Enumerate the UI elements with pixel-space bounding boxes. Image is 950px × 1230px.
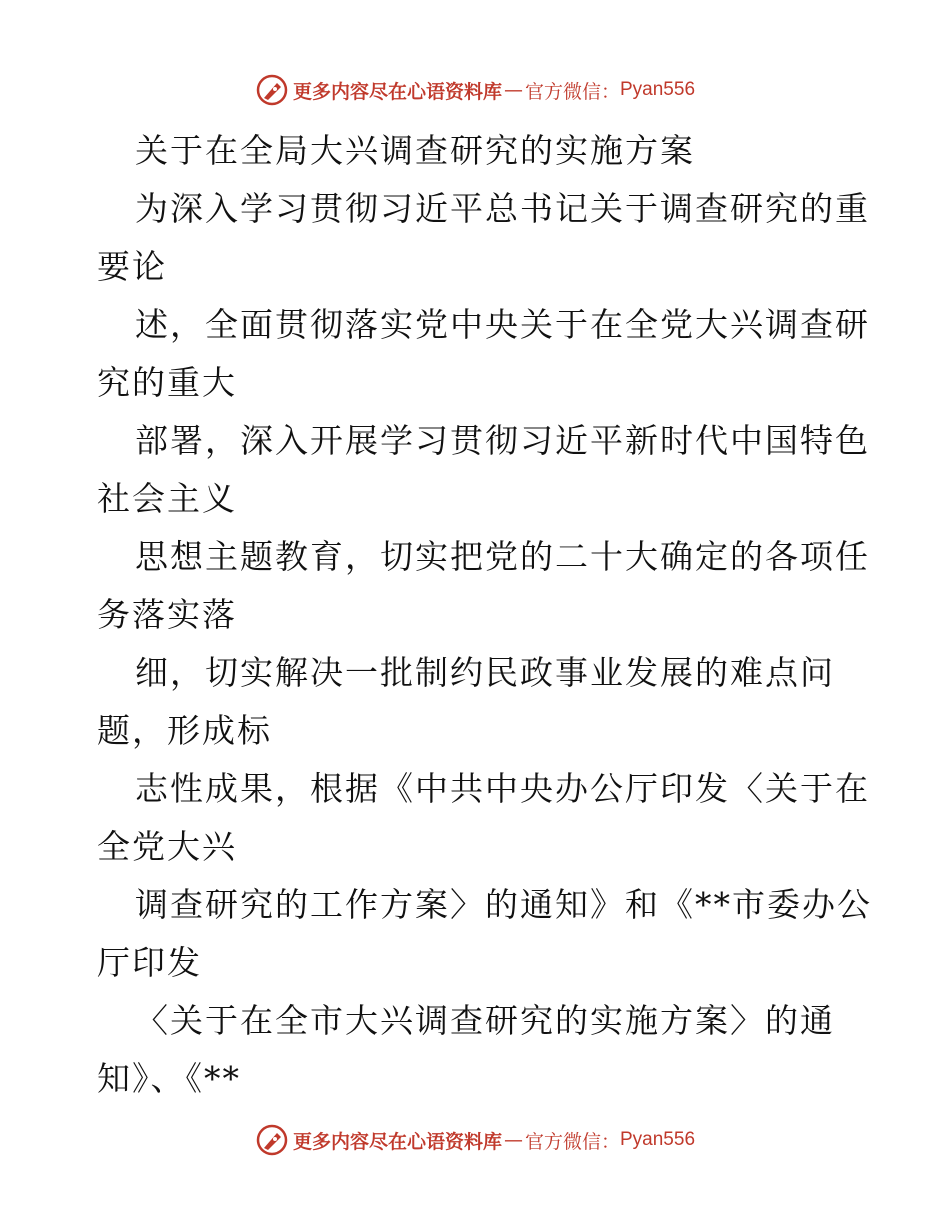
paragraph-line: 题，形成标 xyxy=(97,711,272,750)
pen-nib-logo-icon xyxy=(255,73,289,107)
paragraph-line: 为深入学习贯彻习近平总书记关于调查研究的重 xyxy=(135,189,870,228)
paragraph-line: 厅印发 xyxy=(97,943,202,982)
header-brand-text: 更多内容尽在心语资料库 xyxy=(292,80,502,103)
paragraph-line: 思想主题教育，切实把党的二十大确定的各项任 xyxy=(135,537,870,576)
header-banner xyxy=(0,70,950,110)
header-wechat-id: Pyan556 xyxy=(620,79,696,100)
paragraph-line: 调查研究的工作方案〉的通知》和《**市委办公 xyxy=(135,885,872,924)
paragraph-line: 〈关于在全市大兴调查研究的实施方案〉的通 xyxy=(135,1001,835,1040)
paragraph-line: 细，切实解决一批制约民政事业发展的难点问 xyxy=(135,653,835,692)
footer-banner xyxy=(0,1120,950,1160)
paragraph-line: 务落实落 xyxy=(97,595,237,634)
footer-brand-text: 更多内容尽在心语资料库 xyxy=(292,1130,502,1153)
paragraph-line: 要论 xyxy=(97,247,167,286)
header-wechat-label: 官方微信： xyxy=(524,80,620,103)
document-body xyxy=(97,122,872,1108)
paragraph-line: 部署，深入开展学习贯彻习近平新时代中国特色 xyxy=(135,421,870,460)
paragraph-line: 究的重大 xyxy=(97,363,237,402)
footer-separator: — xyxy=(503,1129,523,1151)
header-separator: — xyxy=(503,79,523,101)
footer-wechat-label: 官方微信： xyxy=(524,1130,620,1153)
pen-nib-logo-icon xyxy=(255,1123,289,1157)
paragraph-line: 述，全面贯彻落实党中央关于在全党大兴调查研 xyxy=(135,305,870,344)
document-title: 关于在全局大兴调查研究的实施方案 xyxy=(135,131,695,170)
paragraph-line: 知》、《** xyxy=(97,1059,241,1098)
paragraph-line: 全党大兴 xyxy=(97,827,237,866)
footer-wechat-id: Pyan556 xyxy=(620,1129,696,1150)
paragraph-line: 社会主义 xyxy=(97,479,237,518)
paragraph-line: 志性成果，根据《中共中央办公厅印发〈关于在 xyxy=(135,769,870,808)
